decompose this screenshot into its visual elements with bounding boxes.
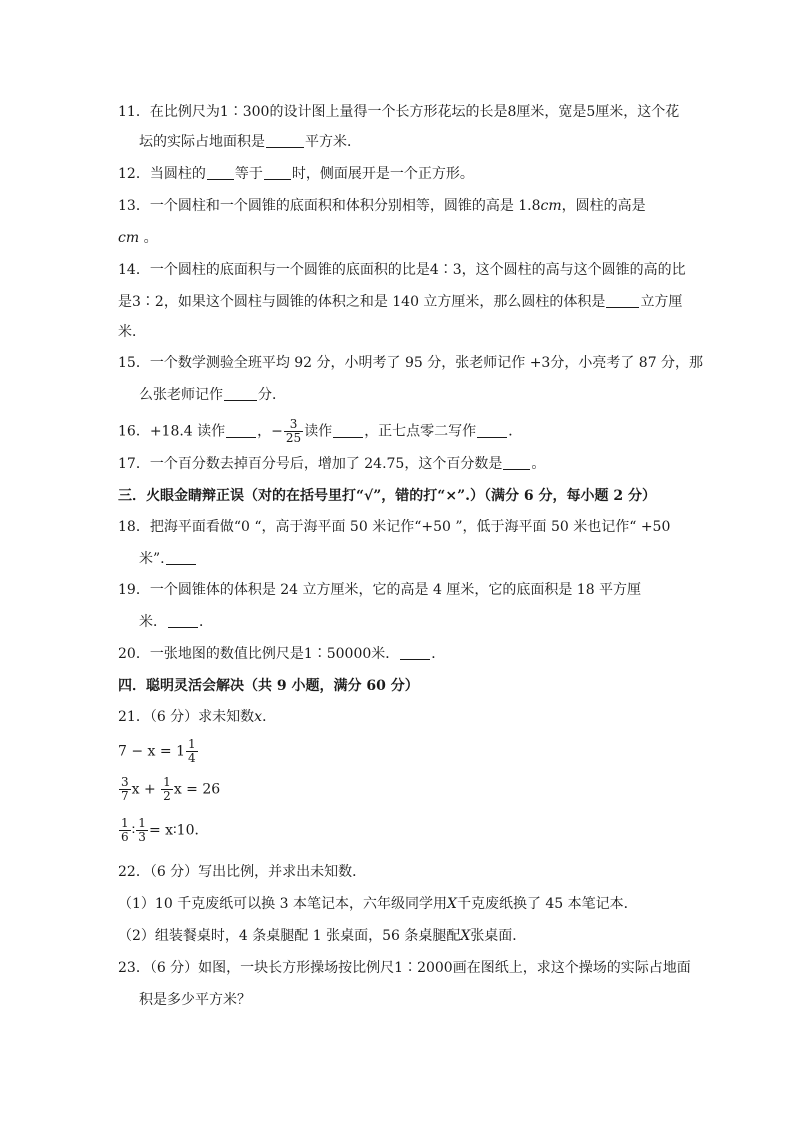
question-13-line2: cm 。 (118, 230, 158, 246)
fraction: $\frac{1}{2}$ (163, 775, 171, 803)
fraction: $\frac{1}{3}$ (138, 816, 146, 844)
question-22-title: 22．（6 分）写出比例，并求出未知数． (118, 864, 367, 880)
question-14-line2: 是3∶2，如果这个圆柱与圆锥的体积之和是 140 立方厘米，那么圆柱的体积是 立方厘 (118, 294, 683, 310)
equation-1: 7 − x = 1 $\frac{1}{4}$ (118, 737, 196, 765)
question-19-line1: 19．一个圆锥体的体积是 24 立方厘米，它的高是 4 厘米，它的底面积是 18 平方厘 (118, 582, 642, 598)
question-17: 17．一个百分数去掉百分号后，增加了 24.75，这个百分数是 。 (118, 456, 546, 472)
question-21-title: 21．（6 分）求未知数x． (118, 709, 277, 725)
answer-blank[interactable] (477, 423, 507, 438)
question-19-line2: 米． ． (139, 614, 213, 630)
answer-blank[interactable] (503, 455, 530, 470)
question-18-line2: 米”. (139, 549, 684, 569)
question-15-line1: 15．一个数学测验全班平均 92 分，小明考了 95 分，张老师记作 +3分，小亮考了 87 分，那 (118, 355, 704, 371)
question-18-line1: 18．把海平面看做“0 “，高于海平面 50 米记作“+50 ”，低于海平面 50 米也记作“ +50 (118, 519, 671, 535)
fraction: $\frac{1}{6}$ (121, 816, 129, 844)
section-4-heading: 四．聪明灵活会解决（共 9 小题，满分 60 分） (118, 678, 419, 694)
question-14-line1: 14．一个圆柱的底面积与一个圆锥的底面积的比是4∶3，这个圆柱的高与这个圆锥的高的比 (118, 262, 686, 278)
answer-blank[interactable] (166, 550, 196, 565)
fraction: $\frac{3}{7}$ (121, 775, 129, 803)
answer-blank[interactable] (168, 613, 198, 628)
question-12: 12．当圆柱的 等于 时，侧面展开是一个正方形。 (118, 166, 474, 182)
answer-blank[interactable] (226, 423, 256, 438)
question-22-part2: （2）组装餐桌时，4 条桌腿配 1 张桌面，56 条桌腿配X张桌面． (118, 928, 527, 944)
answer-blank[interactable] (224, 386, 257, 401)
answer-blank[interactable] (400, 645, 430, 660)
question-23-line2: 积是多少平方米？ (139, 992, 251, 1008)
answer-blank[interactable] (207, 165, 234, 180)
answer-blank[interactable] (264, 165, 291, 180)
fraction: $\frac{1}{4}$ (187, 737, 196, 765)
question-13-line1: 13．一个圆柱和一个圆锥的底面积和体积分别相等，圆锥的高是 1.8cm，圆柱的高是 (118, 198, 646, 214)
equation-3: $\frac{1}{6}$ ∶ $\frac{1}{3}$ = x∶10． (121, 816, 209, 844)
answer-blank[interactable] (606, 293, 639, 308)
question-23-line1: 23．（6 分）如图，一块长方形操场按比例尺1∶2000画在图纸上，求这个操场的实际占地面 (118, 960, 691, 976)
question-15-line2: 么张老师记作 分． (139, 387, 286, 403)
question-22-part1: （1）10 千克废纸可以换 3 本笔记本，六年级同学用X千克废纸换了 45 本笔记本． (118, 896, 638, 912)
fraction: $\frac{3}{25}$ (285, 417, 302, 445)
question-11-line2: 坛的实际占地面积是 平方米． (139, 134, 361, 150)
question-16: 16．+18.4 读作 ，− $\frac{3}{25}$ 读作 ，正七点零二写作 ． (118, 417, 523, 445)
answer-blank[interactable] (333, 423, 363, 438)
section-3-heading: 三．火眼金睛辩正误（对的在括号里打“√”，错的打“×”.）（满分 6 分，每小题 2 分） (118, 488, 656, 504)
equation-2: $\frac{3}{7}$ x + $\frac{1}{2}$ x = 26 (121, 775, 221, 803)
question-11-line1: 11．在比例尺为1∶300的设计图上量得一个长方形花坛的长是8厘米，宽是5厘米，这个花 (118, 104, 680, 120)
answer-blank[interactable] (266, 133, 304, 148)
question-14-line3: 米． (118, 324, 146, 340)
question-20: 20．一张地图的数值比例尺是1∶50000米． ． (118, 646, 446, 662)
